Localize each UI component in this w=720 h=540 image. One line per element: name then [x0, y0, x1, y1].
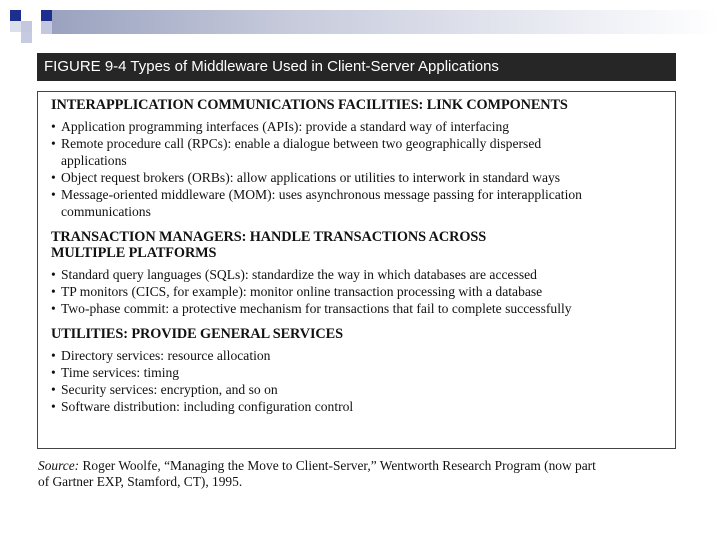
- section-transaction-managers: [51, 229, 675, 317]
- source-citation: [38, 458, 688, 490]
- figure-box: [37, 91, 676, 449]
- title-gradient-bar: [52, 10, 720, 34]
- section-title: INTERAPPLICATION COMMUNICATIONS FACILITIES: LINK COMPONENTS: [51, 97, 568, 113]
- list-item: • Security services: encryption, and so on: [51, 382, 278, 397]
- deco-square: [10, 10, 21, 21]
- deco-square: [41, 21, 52, 34]
- source-label: Source:: [38, 458, 80, 473]
- deco-square: [10, 21, 21, 32]
- list-item: • Two-phase commit: a protective mechanism for transactions that fail to complete successfully: [51, 301, 572, 316]
- bullet-list: [51, 266, 675, 317]
- list-item: • Standard query languages (SQLs): standardize the way in which databases are accessed: [51, 267, 537, 282]
- list-item: • Software distribution: including configuration control: [51, 399, 354, 414]
- bullet-list: [51, 347, 675, 415]
- deco-square: [21, 21, 32, 32]
- list-item: • Time services: timing: [51, 365, 180, 380]
- source-text-continued: of Gartner EXP, Stamford, CT), 1995.: [38, 474, 243, 489]
- list-item: • TP monitors (CICS, for example): monitor online transaction processing with a database: [51, 284, 543, 299]
- source-text: Roger Woolfe, “Managing the Move to Client-Server,” Wentworth Research Program (now part: [79, 458, 596, 473]
- deco-square: [41, 10, 52, 21]
- list-item: • Message-oriented middleware (MOM): uses asynchronous message passing for interapplication communications: [51, 187, 582, 219]
- bullet-list: [51, 118, 675, 220]
- list-item: • Application programming interfaces (APIs): provide a standard way of interfacing: [51, 119, 510, 134]
- deco-square: [21, 32, 32, 43]
- list-item: • Remote procedure call (RPCs): enable a dialogue between two geographically dispersed applications: [51, 136, 542, 168]
- list-item: • Object request brokers (ORBs): allow applications or utilities to interwork in standard ways: [51, 170, 561, 185]
- list-item: • Directory services: resource allocation: [51, 348, 271, 363]
- section-title: TRANSACTION MANAGERS: HANDLE TRANSACTIONS ACROSS MULTIPLE PLATFORMS: [51, 229, 487, 261]
- section-title: UTILITIES: PROVIDE GENERAL SERVICES: [51, 326, 343, 342]
- section-utilities: [51, 326, 675, 415]
- section-interapplication: [51, 97, 675, 220]
- figure-header: FIGURE 9-4 Types of Middleware Used in Client-Server Applications: [37, 53, 676, 81]
